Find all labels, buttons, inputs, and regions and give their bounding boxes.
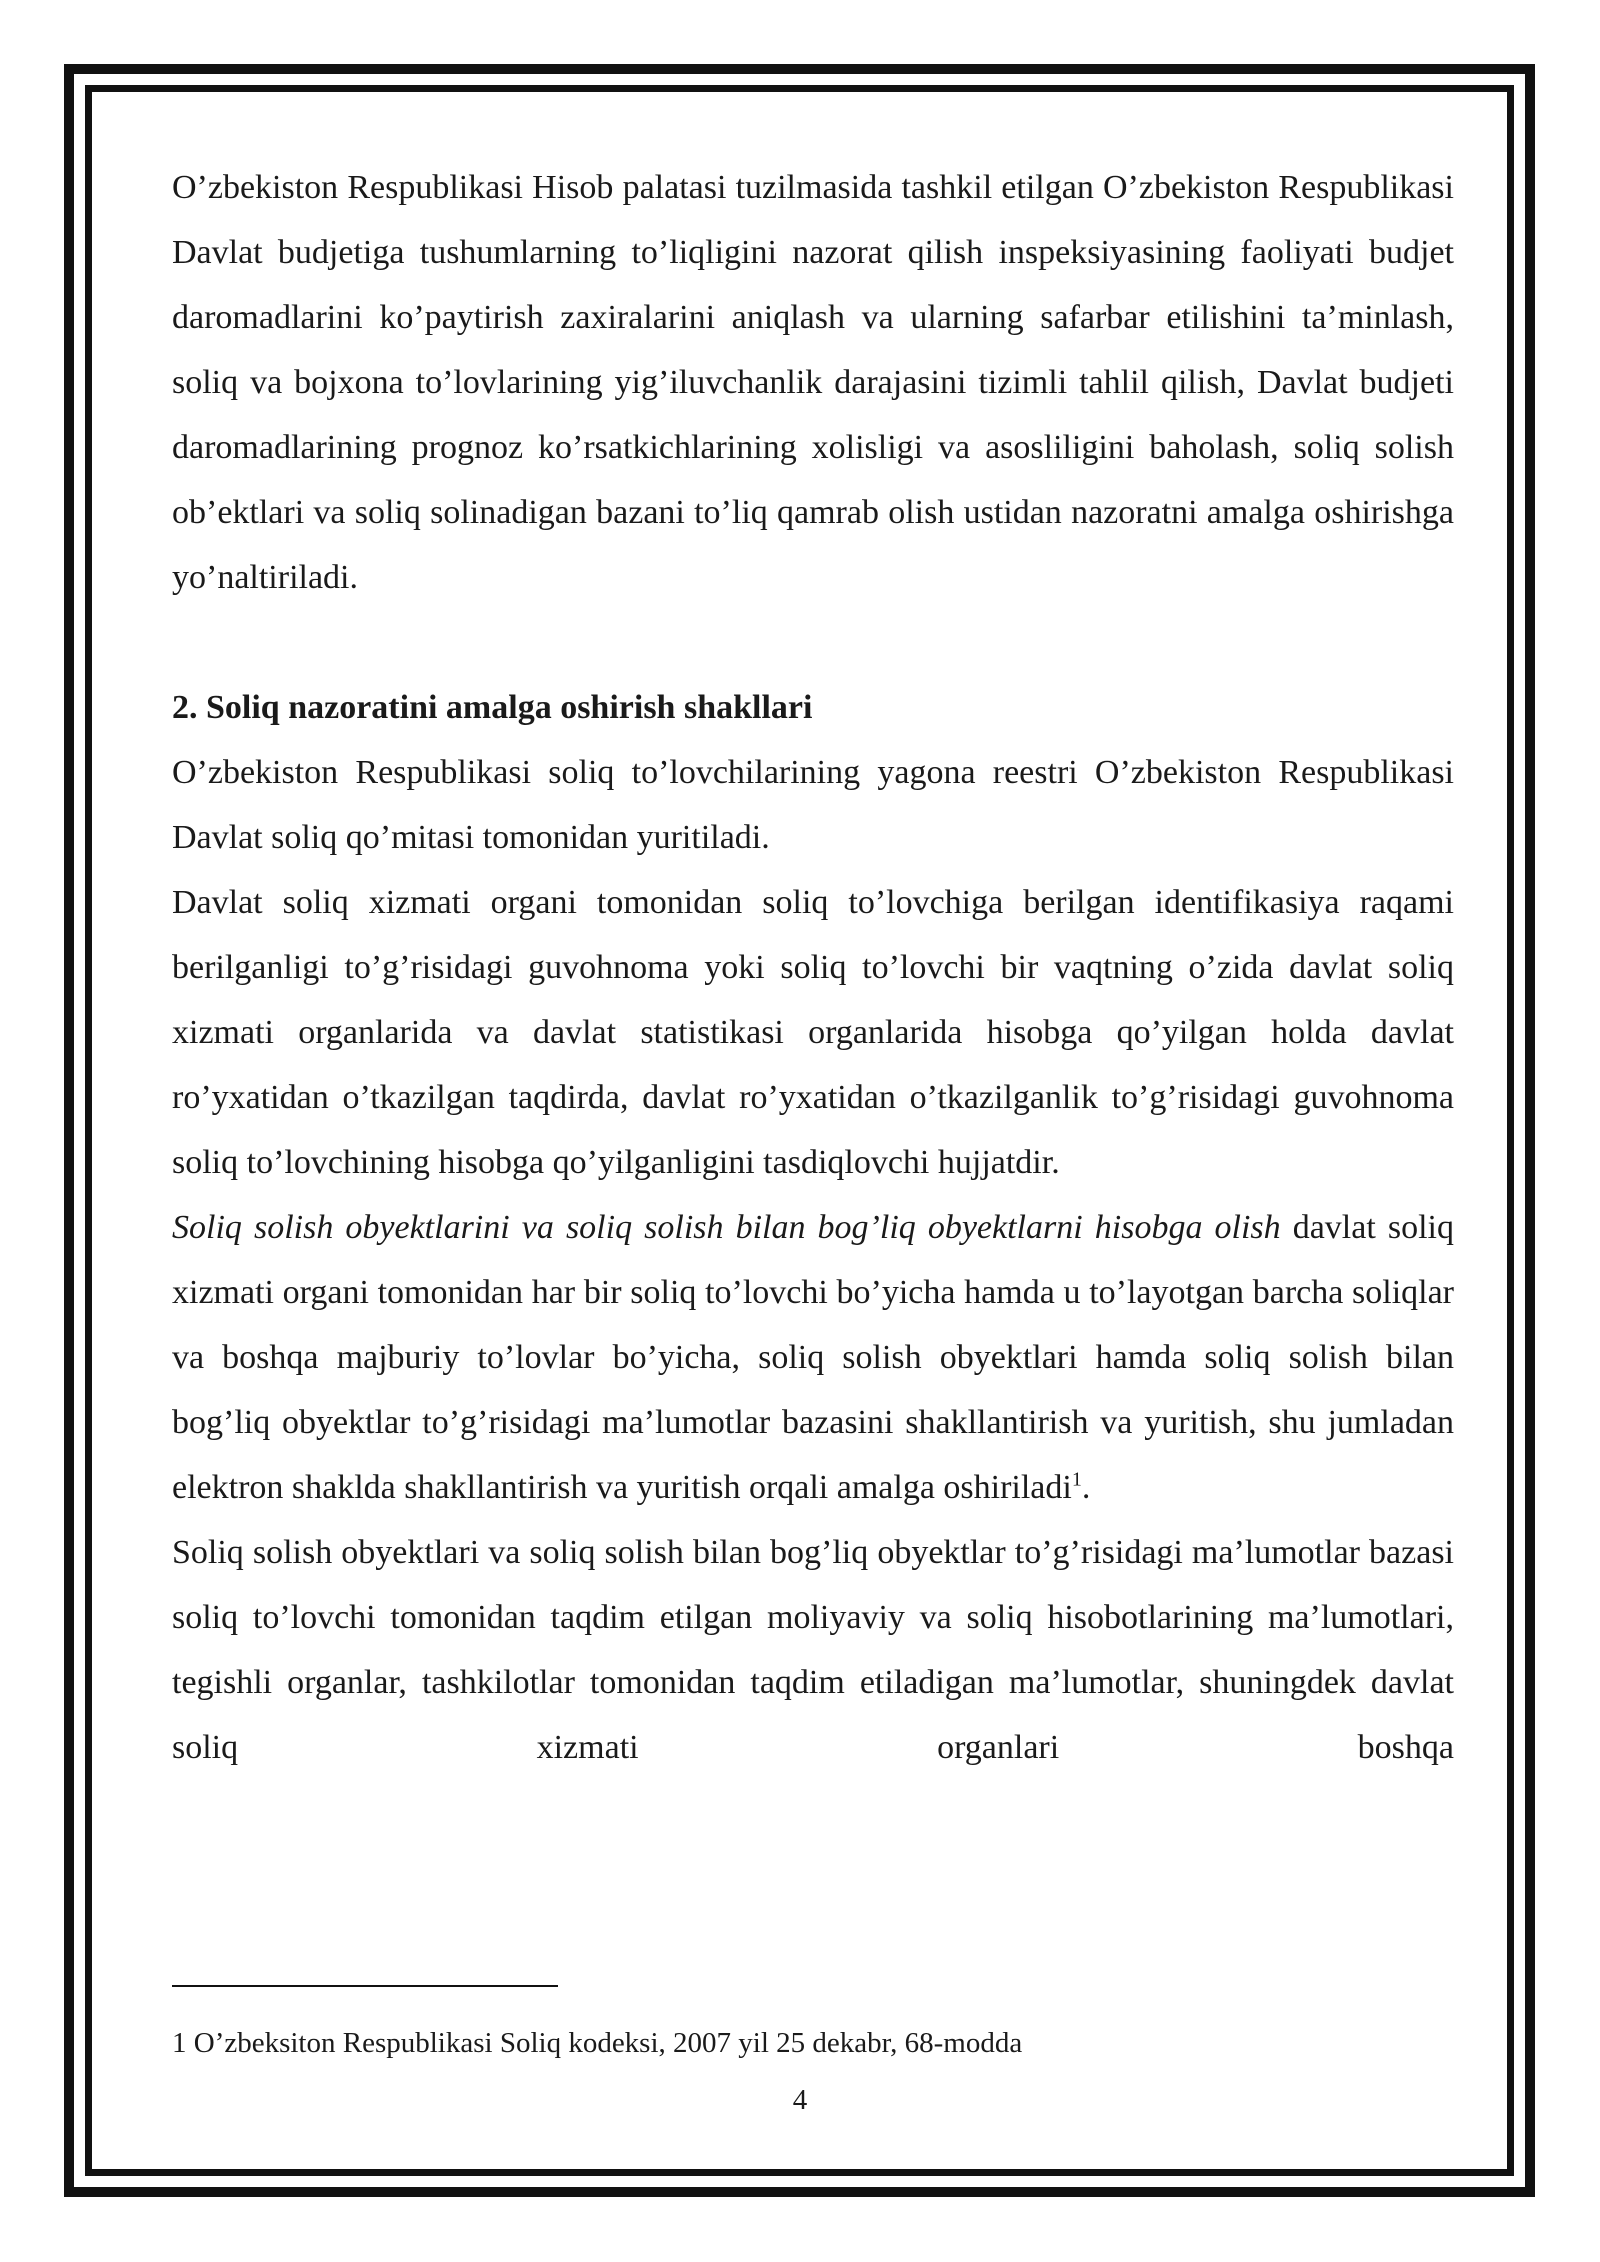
paragraph-yagona-reestr: O’zbekiston Respublikasi soliq to’lovchilarining yagona reestri O’zbekiston Respublikasi Davlat soliq qo’mitasi tomonidan yuritiladi.: [172, 754, 1454, 856]
document-body: [172, 155, 1454, 1780]
page-number: 4: [792, 2084, 808, 2116]
section-heading: 2. Soliq nazoratini amalga oshirish shakllari: [172, 689, 813, 726]
footnote-separator: [172, 1985, 558, 1987]
paragraph-hisob-palatasi: O’zbekiston Respublikasi Hisob palatasi tuzilmasida tashkil etilgan O’zbekiston Respublikasi Davlat budjetiga tushumlarning to’liqligini nazorat qilish inspeksiyasining faoliyati budjet daromadlarini ko’paytirish zaxiralarini aniqlash va ularning safarbar etilishini ta’minlash, soliq va bojxona to’lovlarining yig’iluvchanlik darajasini tizimli tahlil qilish, Davlat budjeti daromadlarining prognoz ko’rsatkichlarining xolisligi va asosliligini baholash, soliq solish ob’ektlari va soliq solinadigan bazani to’liq qamrab olish ustidan nazoratni amalga oshirishga yo’naltiriladi.: [172, 169, 1454, 596]
italic-term: Soliq solish obyektlarini va soliq solish bilan bog’liq obyektlarni hisobga olish: [172, 1209, 1281, 1246]
paragraph-end-punctuation: .: [1081, 1469, 1091, 1506]
paragraph-hisobga-olish: [172, 1195, 1454, 1520]
paragraph-text: davlat soliq xizmati organi tomonidan har bir soliq to’lovchi bo’yicha hamda u to’layotgan barcha soliqlar va boshqa majburiy to’lovlar bo’yicha, soliq solish obyektlari hamda soliq solish bilan bog’liq obyektlar to’g’risidagi ma’lumotlar bazasini shakllantirish va yuritish, shu jumladan elektron shaklda shakllantirish va yuritish orqali amalga oshiriladi: [172, 1209, 1454, 1506]
paragraph-malumotlar-bazasi: Soliq solish obyektlari va soliq solish bilan bog’liq obyektlar to’g’risidagi ma’lumotlar bazasi soliq to’lovchi tomonidan taqdim etilgan moliyaviy va soliq hisobotlarining ma’lumotlari, tegishli organlar, tashkilotlar tomonidan taqdim etiladigan ma’lumotlar, shuningdek davlat soliq xizmati organlari boshqa: [172, 1534, 1454, 1766]
paragraph-spacer: [172, 610, 1454, 675]
footnote-text: 1 O’zbeksiton Respublikasi Soliq kodeksi, 2007 yil 25 dekabr, 68-modda: [172, 2027, 1023, 2059]
footnote-reference: 1: [1071, 1468, 1082, 1491]
paragraph-identifikasiya: Davlat soliq xizmati organi tomonidan soliq to’lovchiga berilgan identifikasiya raqami berilganligi to’g’risidagi guvohnoma yoki soliq to’lovchi bir vaqtning o’zida davlat soliq xizmati organlarida va davlat statistikasi organlarida hisobga qo’yilgan holda davlat ro’yxatidan o’tkazilgan taqdirda, davlat ro’yxatidan o’tkazilganlik to’g’risidagi guvohnoma soliq to’lovchining hisobga qo’yilganligini tasdiqlovchi hujjatdir.: [172, 884, 1454, 1181]
